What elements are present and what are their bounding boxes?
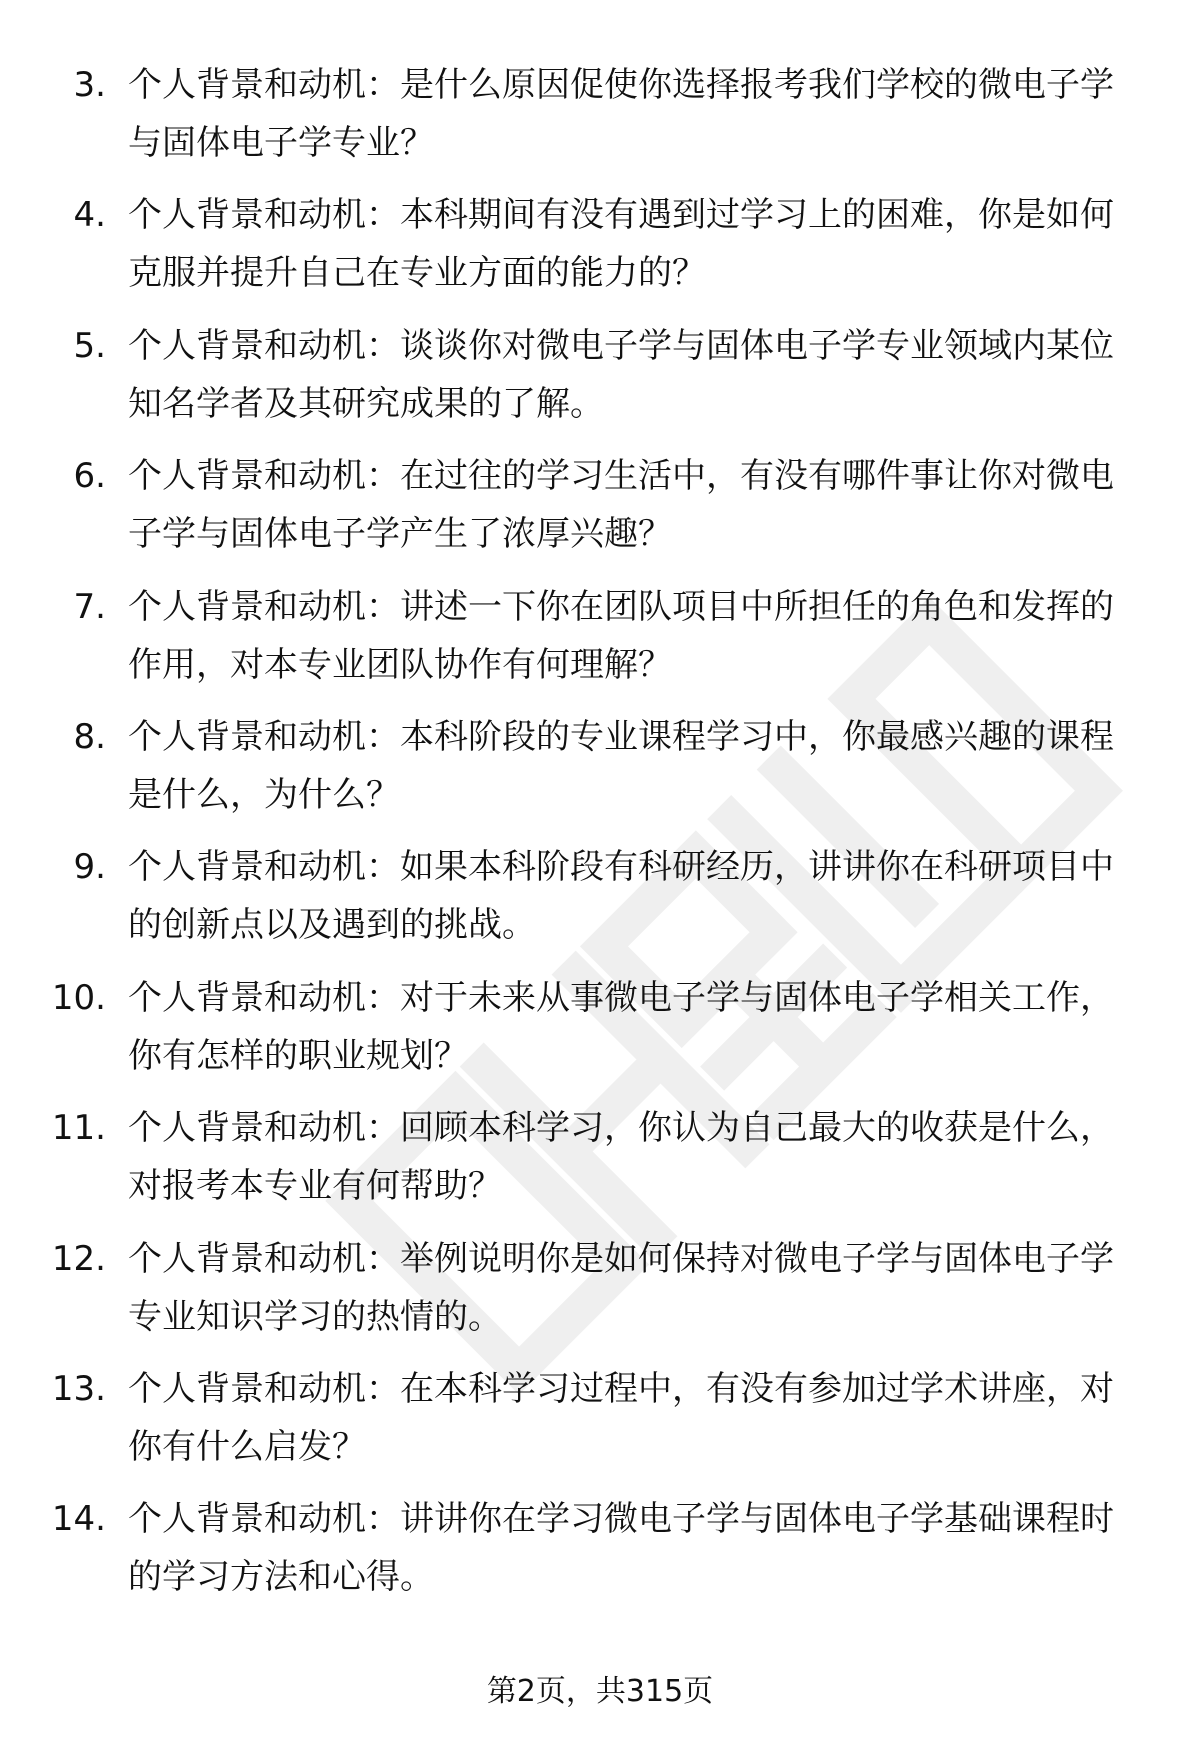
question-number: 6.	[73, 456, 106, 497]
question-text: 个人背景和动机：谈谈你对微电子学与固体电子学专业领域内某位知名学者及其研究成果的了解。	[128, 325, 1114, 424]
question-number: 12.	[51, 1238, 106, 1279]
page-indicator: 第2页，共315页	[486, 1674, 714, 1709]
question-number: 10.	[51, 977, 106, 1018]
list-item	[0, 578, 1200, 708]
question-number: 13.	[51, 1368, 106, 1409]
list-item	[0, 1490, 1200, 1620]
list-item	[0, 56, 1200, 186]
list-item	[0, 186, 1200, 316]
question-text: 个人背景和动机：如果本科阶段有科研经历，讲讲你在科研项目中的创新点以及遇到的挑战。	[128, 847, 1114, 946]
list-item	[0, 969, 1200, 1099]
question-text: 个人背景和动机：在过往的学习生活中，有没有哪件事让你对微电子学与固体电子学产生了浓厚兴趣？	[128, 456, 1114, 555]
question-number: 3.	[73, 65, 106, 105]
question-number: 7.	[73, 586, 106, 627]
list-item	[0, 317, 1200, 447]
question-text: 个人背景和动机：是什么原因促使你选择报考我们学校的微电子学与固体电子学专业？	[128, 65, 1114, 163]
question-text: 个人背景和动机：回顾本科学习，你认为自己最大的收获是什么，对报考本专业有何帮助？	[128, 1108, 1114, 1207]
question-text: 个人背景和动机：本科阶段的专业课程学习中，你最感兴趣的课程是什么，为什么？	[128, 716, 1114, 815]
question-number: 4.	[73, 195, 106, 236]
question-text: 个人背景和动机：讲讲你在学习微电子学与固体电子学基础课程时的学习方法和心得。	[128, 1499, 1114, 1598]
question-text: 个人背景和动机：对于未来从事微电子学与固体电子学相关工作，你有怎样的职业规划？	[128, 977, 1114, 1076]
question-text: 个人背景和动机：本科期间有没有遇到过学习上的困难，你是如何克服并提升自己在专业方面的能力的？	[128, 195, 1114, 294]
question-text: 个人背景和动机：在本科学习过程中，有没有参加过学术讲座，对你有什么启发？	[128, 1368, 1114, 1467]
list-item	[0, 708, 1200, 838]
question-number: 9.	[73, 847, 106, 888]
question-text: 个人背景和动机：举例说明你是如何保持对微电子学与固体电子学专业知识学习的热情的。	[128, 1238, 1114, 1337]
question-number: 14.	[51, 1499, 106, 1540]
list-item	[0, 1099, 1200, 1229]
question-text: 个人背景和动机：讲述一下你在团队项目中所担任的角色和发挥的作用，对本专业团队协作有何理解？	[128, 586, 1114, 685]
question-list	[0, 56, 1200, 1621]
question-number: 11.	[51, 1108, 106, 1149]
list-item	[0, 1360, 1200, 1490]
question-number: 8.	[73, 716, 106, 757]
list-item	[0, 447, 1200, 577]
list-item	[0, 838, 1200, 968]
list-item	[0, 1230, 1200, 1360]
question-number: 5.	[73, 325, 106, 366]
